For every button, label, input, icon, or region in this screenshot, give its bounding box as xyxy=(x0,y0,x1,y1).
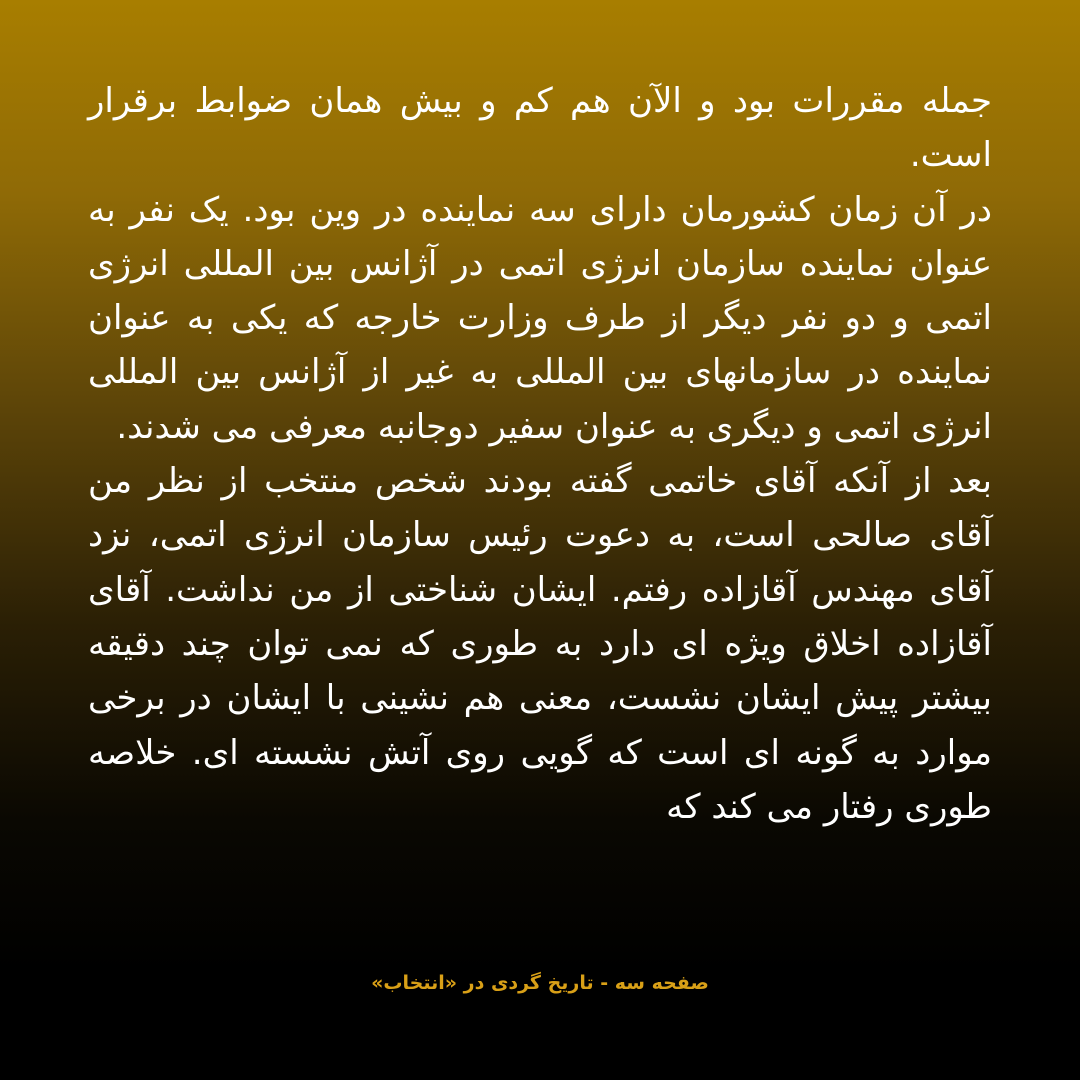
footer-caption: صفحه سه - تاریخ گردی در «انتخاب» xyxy=(371,972,709,994)
paragraph-1: جمله مقررات بود و الآن هم کم و بیش همان ضوابط برقرار است. xyxy=(88,81,992,176)
article-body xyxy=(88,74,992,834)
paragraph-2: در آن زمان کشورمان دارای سه نماینده در وین بود. یک نفر به عنوان نماینده سازمان انرژی اتمی در آژانس بین المللی انرژی اتمی و دو نفر دیگر از طرف وزارت خارجه که یکی به عنوان نماینده در سازمانهای بین المللی به غیر از آژانس بین المللی انرژی اتمی و دیگری به عنوان سفیر دوجانبه معرفی می شدند. xyxy=(88,189,992,447)
paragraph-3: بعد از آنکه آقای خاتمی گفته بودند شخص منتخب از نظر من آقای صالحی است، به دعوت رئیس سازمان انرژی اتمی، نزد آقای مهندس آقازاده رفتم. ایشان شناختی از من نداشت. آقای آقازاده اخلاق ویژه ای دارد به طوری که نمی توان چند دقیقه بیشتر پیش ایشان نشست، معنی هم نشینی با ایشان در برخی موارد به گونه ای است که گویی روی آتش نشسته ای. خلاصه طوری رفتار می کند که xyxy=(88,461,992,827)
